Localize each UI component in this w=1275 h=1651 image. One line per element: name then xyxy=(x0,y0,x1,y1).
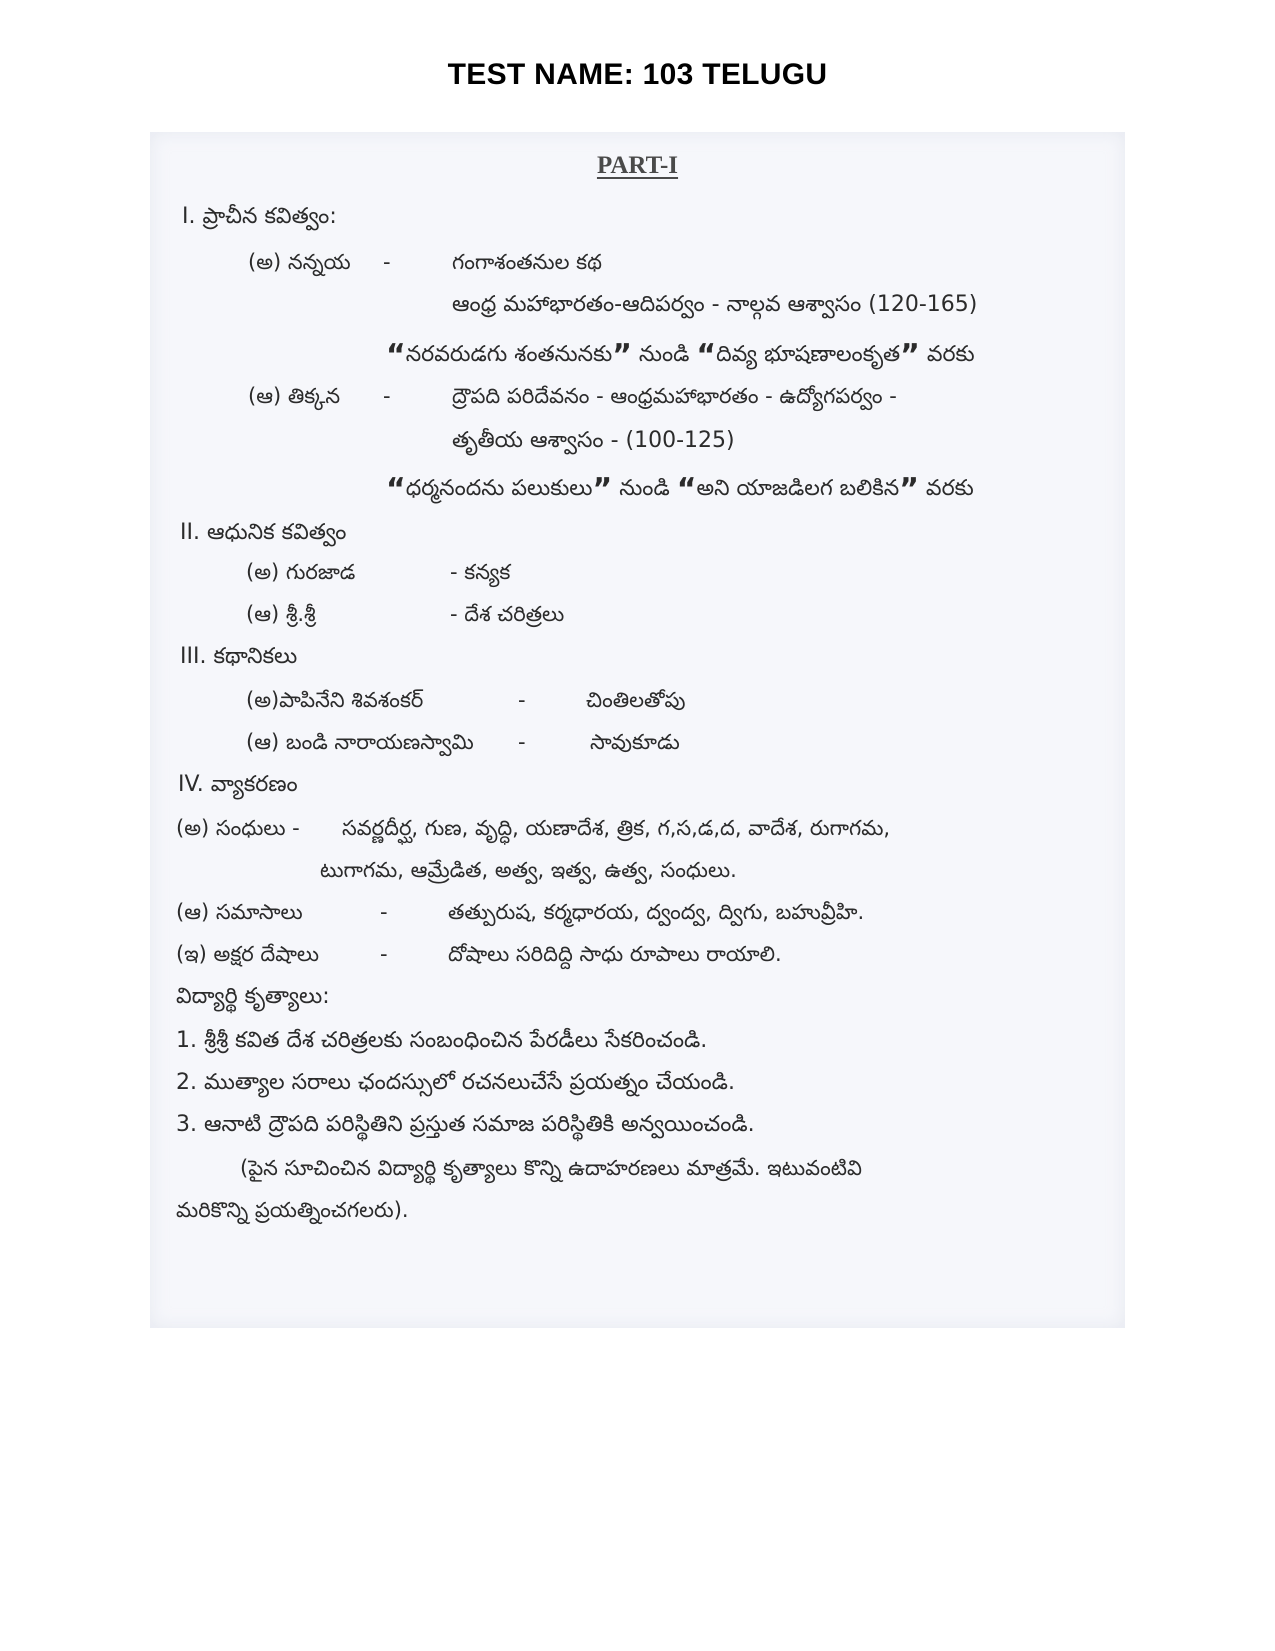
s1-a-source: ఆంధ్ర మహాభారతం-ఆదిపర్వం - నాల్గవ ఆశ్వాసం (120-165) xyxy=(452,292,978,317)
s1-b-source: తృతీయ ఆశ్వాసం - (100-125) xyxy=(452,428,735,453)
s1-a-poet: (అ) నన్నయ xyxy=(248,250,351,274)
task-2: 2. ముత్యాల సరాలు ఛందస్సులో రచనలుచేసే ప్రయత్నం చేయండి. xyxy=(176,1070,735,1095)
s4-akshara-dash: - xyxy=(380,942,388,966)
section-3-heading: III. కథానికలు xyxy=(180,644,298,669)
close-quote-icon: ” xyxy=(899,472,919,507)
s3-a-dash: - xyxy=(518,688,526,712)
s1-a-end: వరకు xyxy=(926,342,975,367)
s3-a-work: చింతిలతోపు xyxy=(586,688,686,712)
s2-a-work: - కన్యక xyxy=(450,560,511,584)
s1-b-mid: నుండి xyxy=(619,476,670,501)
s1-b-poet: (ఆ) తిక్కన xyxy=(248,384,341,408)
s3-b-work: సావుకూడు xyxy=(590,730,680,754)
open-quote-icon: “ xyxy=(676,472,697,507)
s3-b-dash: - xyxy=(518,730,526,754)
section-1-heading: I. ప్రాచీన కవిత్వం: xyxy=(182,204,337,229)
task-3: 3. ఆనాటి ద్రౌపది పరిస్థితిని ప్రస్తుత సమాజ పరిస్థితికి అన్వయించండి. xyxy=(176,1112,755,1137)
s4-samasa-dash: - xyxy=(380,900,388,924)
s1-a-dash: - xyxy=(383,250,391,274)
s4-sandhi-line2: టుగాగమ, ఆమ్రేడిత, అత్వ, ఇత్వ, ఉత్వ, సంధులు. xyxy=(320,858,737,882)
tasks-note-line2: మరికొన్ని ప్రయత్నించగలరు). xyxy=(176,1198,409,1222)
s1-b-to: అని యాజడిలగ బలికిన xyxy=(696,476,900,501)
close-quote-icon: ” xyxy=(900,338,920,373)
open-quote-icon: “ xyxy=(386,472,406,507)
s4-akshara-label: (ఇ) అక్షర దేషాలు xyxy=(176,942,320,966)
open-quote-icon: “ xyxy=(696,338,717,373)
s4-samasa-label: (ఆ) సమాసాలు xyxy=(176,900,303,924)
s2-a-poet: (అ) గురజాడ xyxy=(246,560,356,584)
s4-samasa-text: తత్పురుష, కర్మధారయ, ద్వంద్వ, ద్విగు, బహువ్రీహి. xyxy=(448,900,865,924)
s1-b-from: ధర్మనందను పలుకులు xyxy=(405,476,593,501)
test-title: TEST NAME: 103 TELUGU xyxy=(447,58,828,91)
s1-a-from: నరవరుడగు శంతనునకు xyxy=(405,342,613,367)
s4-sandhi-line1: సవర్ణదీర్ఘ, గుణ, వృద్ధి, యణాదేశ, త్రిక, గ,స,డ,ద, వాదేశ, రుగాగమ, xyxy=(342,816,891,840)
s1-a-mid: నుండి xyxy=(638,342,690,367)
s4-akshara-text: దోషాలు సరిదిద్ది సాధు రూపాలు రాయాలి. xyxy=(448,942,782,966)
s1-b-quote-line xyxy=(386,472,974,507)
section-2-heading: II. ఆధునిక కవిత్వం xyxy=(180,520,347,545)
s3-a-author: (అ)పాపినేని శివశంకర్ xyxy=(246,688,424,712)
s2-b-poet: (ఆ) శ్రీ.శ్రీ xyxy=(246,602,316,626)
s1-b-dash: - xyxy=(383,384,391,408)
s1-b-work: ద్రౌపది పరిదేవనం - ఆంధ్రమహాభారతం - ఉద్యోగపర్వం - xyxy=(452,384,897,408)
section-4-heading: IV. వ్యాకరణం xyxy=(178,772,298,797)
scanned-syllabus-page xyxy=(150,132,1125,1328)
s1-b-end: వరకు xyxy=(925,476,974,501)
task-1: 1. శ్రీశ్రీ కవిత దేశ చరిత్రలకు సంబంధించిన పేరడీలు సేకరించండి. xyxy=(176,1028,708,1053)
close-quote-icon: ” xyxy=(612,338,632,373)
tasks-note-line1: (పైన సూచించిన విద్యార్థి కృత్యాలు కొన్ని ఉదాహరణలు మాత్రమే. ఇటువంటివి xyxy=(240,1156,862,1180)
tasks-heading: విద్యార్థి కృత్యాలు: xyxy=(176,984,330,1009)
close-quote-icon: ” xyxy=(592,472,613,507)
s1-a-quote-line xyxy=(386,338,975,373)
s4-sandhi-label: (అ) సంధులు - xyxy=(176,816,300,840)
s1-a-work: గంగాశంతనుల కథ xyxy=(452,250,602,274)
s1-a-to: దివ్య భూషణాలంకృత xyxy=(716,342,901,367)
part-title: PART-I xyxy=(596,152,679,179)
s2-b-work: - దేశ చరిత్రలు xyxy=(450,602,565,626)
s3-b-author: (ఆ) బండి నారాయణస్వామి xyxy=(246,730,474,754)
open-quote-icon: “ xyxy=(386,338,406,373)
